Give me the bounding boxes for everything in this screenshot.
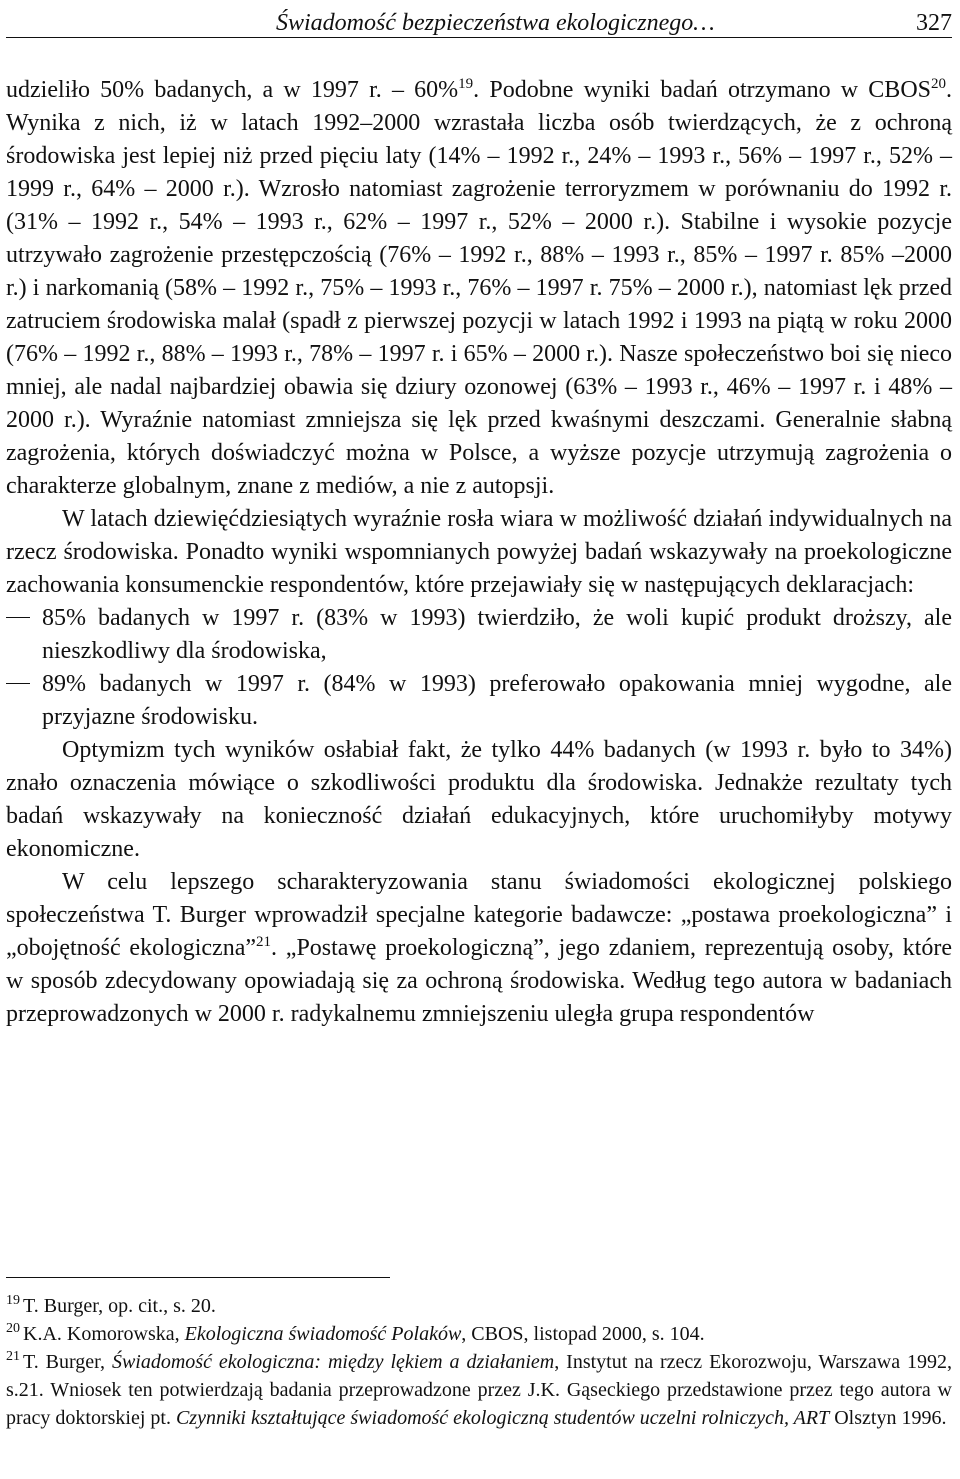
footnote-title: Ekologiczna świadomość Polaków [184,1323,462,1345]
footnote-21 [6,1348,952,1432]
footnote-text: K.A. Komorowska, [23,1323,185,1345]
footnote-ref-19[interactable]: 19 [458,76,474,92]
list-item [6,602,952,668]
paragraph-1-text-a: udzieliło 50% badanych, a w 1997 r. – 60% [6,77,459,103]
footnote-ref-20[interactable]: 20 [931,76,946,92]
footnotes [6,1292,952,1432]
footnote-number: 21 [6,1349,20,1364]
footnote-20 [6,1320,952,1348]
paragraph-2: W latach dziewięćdziesiątych wyraźnie rosła wiara w możliwość działań indywidualnych na rzecz środowiska. Ponadto wyniki wspomnianych powyżej badań wskazywały na proekologiczne zachowania konsumenckie respondentów, które przejawiały się w następujących deklaracjach: [6,506,952,598]
dash-bullet [6,683,30,684]
footnote-19 [6,1292,952,1320]
list-item-text: 89% badanych w 1997 r. (84% w 1993) preferowało opakowania mniej wygodne, ale przyjazne środowisku. [42,671,952,730]
paragraph-4-text-b: . „Postawę proekologiczną”, jego zdaniem, reprezentują osoby, które w sposób zdecydowany opowiadają się za ochroną środowiska. Według tego autora w badaniach przeprowadzonych w 2000 r. radykalnemu zmniejszeniu uległa grupa respondentów [6,935,952,1027]
footnote-text: T. Burger, op. cit., s. 20. [23,1295,216,1317]
dash-bullet [6,617,30,618]
footnote-rule [6,1277,390,1278]
list-item [6,668,952,734]
footnote-title: Świadomość ekologiczna: między lękiem a działaniem [111,1351,555,1373]
footnote-number: 19 [6,1293,20,1308]
footnote-text-end: , CBOS, listopad 2000, s. 104. [461,1323,705,1345]
footnote-text: T. Burger, [23,1351,112,1373]
paragraph-4 [6,866,952,1031]
footnote-ref-21[interactable]: 21 [256,934,272,950]
footnote-title-2: Czynniki kształtujące świadomość ekologiczną studentów uczelni rolniczych, ART [175,1407,830,1429]
list-item-text: 85% badanych w 1997 r. (83% w 1993) twierdziło, że woli kupić produkt droższy, ale nieszkodliwy dla środowiska, [42,605,952,664]
paragraph-1 [6,74,952,503]
page-header [6,6,952,40]
paragraph-1-text-b: . Podobne wyniki badań otrzymano w CBOS [473,77,931,103]
footnote-number: 20 [6,1321,20,1336]
running-title: Świadomość bezpieczeństwa ekologicznego… [276,10,715,36]
paragraph-4-text-a: W celu lepszego scharakteryzowania stanu świadomości ekologicznej polskiego społeczeństwa T. Burger wprowadził specjalne kategorie badawcze: „postawa proekologiczna” i „obojętność ekologiczna” [6,869,952,961]
declarations-list [6,602,952,734]
body-text [6,74,952,1031]
page-number: 327 [916,10,952,36]
footnote-text-end: Olsztyn 1996. [829,1407,947,1429]
paragraph-1-text-c: . Wynika z nich, iż w latach 1992–2000 wzrastała liczba osób twierdzących, że z ochroną środowiska jest lepiej niż przed pięciu laty (14% – 1992 r., 24% – 1993 r., 56% – 1997 r., 52% – 1999 r., 64% – 2000 r.). Wzrosło natomiast zagrożenie terroryzmem w porównaniu do 1992 r. (31% – 1992 r., 54% – 1993 r., 62% – 1997 r., 52% – 2000 r.). Stabilne i wysokie pozycje utrzywało zagrożenie przestępczością (76% – 1992 r., 88% – 1993 r., 85% – 1997 r. 85% –2000 r.) i narkomanią (58% – 1992 r., 75% – 1993 r., 76% – 1997 r. 75% – 2000 r.), natomiast lęk przed zatruciem środowiska malał (spadł z pierwszej pozycji w latach 1992 i 1993 na piątą w roku 2000 (76% – 1992 r., 88% – 1993 r., 78% – 1997 r. i 65% – 2000 r.). Nasze społeczeństwo boi się nieco mniej, ale nadal najbardziej obawia się dziury ozonowej (63% – 1993 r., 46% – 1997 r. i 48% – 2000 r.). Wyraźnie natomiast zmniejsza się lęk przed kwaśnymi deszczami. Generalnie słabną zagrożenia, których doświadczyć można w Polsce, a wyższe pozycje utrzymują zagrożenia o charakterze globalnym, znane z mediów, a nie z autopsji. [6,77,952,499]
footnote-text-mid: , Instytut na rzecz Ekorozwoju, Warszawa 1992, s.21. Wniosek ten potwierdzają badania przeprowadzone przez J.K. Gąseckiego przedstawione przez tego autora w pracy doktorskiej pt. [6,1351,952,1429]
paragraph-3: Optymizm tych wyników osłabiał fakt, że tylko 44% badanych (w 1993 r. było to 34%) znało oznaczenia mówiące o szkodliwości produktu dla środowiska. Jednakże rezultaty tych badań wskazywały na konieczność działań edukacyjnych, które uruchomiłyby motywy ekonomiczne. [6,737,952,862]
header-rule [6,37,952,38]
